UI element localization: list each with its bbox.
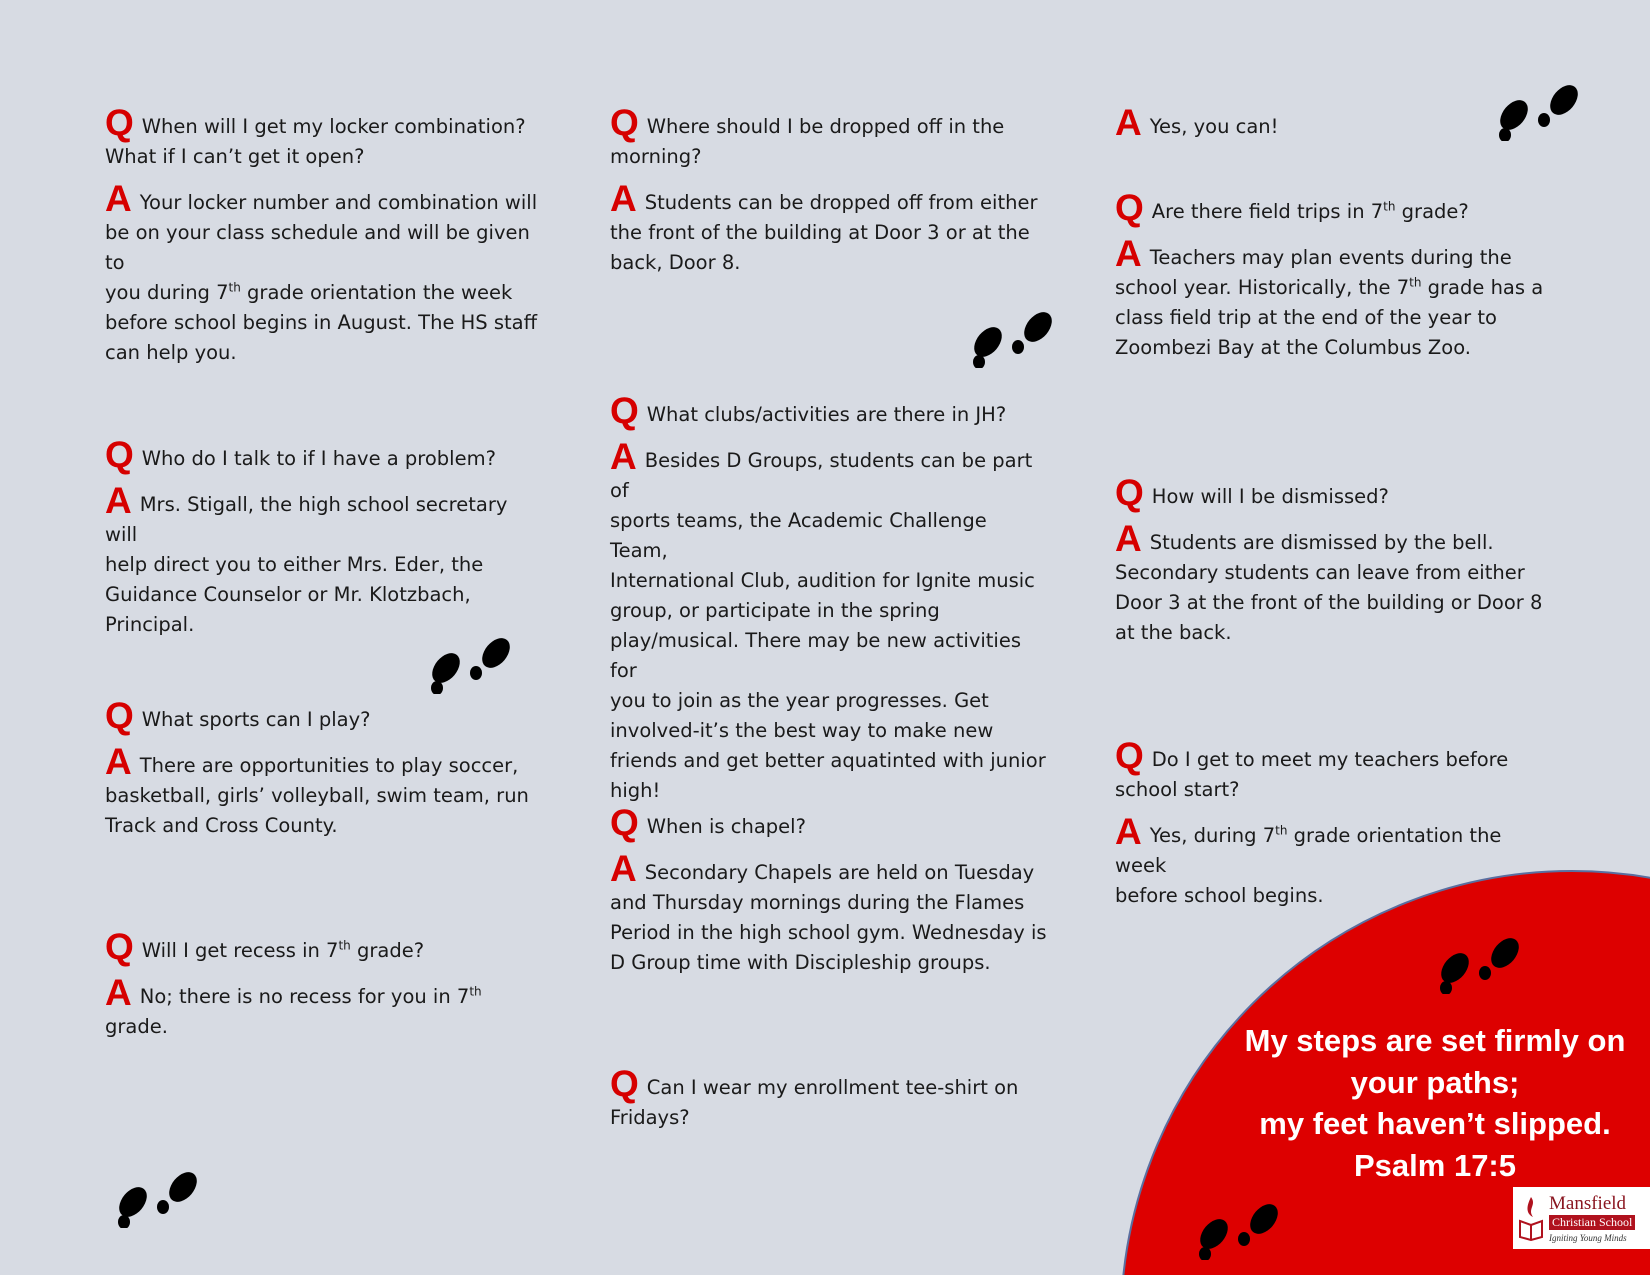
- question-line: Fridays?: [610, 1106, 690, 1129]
- faq-item-problem: [105, 434, 545, 640]
- question-marker: Q: [105, 695, 134, 736]
- answer-line: class field trip at the end of the year to: [1115, 306, 1497, 329]
- question-marker: Q: [1115, 735, 1144, 776]
- question-marker: Q: [610, 102, 639, 143]
- question-marker: Q: [105, 102, 134, 143]
- verse-citation: Psalm 17:5: [1354, 1147, 1516, 1183]
- question-line: Q Where should I be dropped off in the: [610, 102, 1005, 143]
- question-line: Q Will I get recess in 7th grade?: [105, 926, 425, 967]
- answer-marker: A: [105, 178, 132, 219]
- faq-item-locker: [105, 102, 545, 368]
- question-line: What if I can’t get it open?: [105, 145, 365, 168]
- answer-line: Zoombezi Bay at the Columbus Zoo.: [1115, 336, 1471, 359]
- faq-item-chapel: [610, 802, 1050, 978]
- answer-line: Door 3 at the front of the building or Door 8: [1115, 591, 1543, 614]
- question-marker: Q: [610, 390, 639, 431]
- faq-item-tee-shirt: [610, 1063, 1050, 1133]
- answer-line: basketball, girls’ volleyball, swim team, run: [105, 784, 529, 807]
- answer-line: D Group time with Discipleship groups.: [610, 951, 991, 974]
- answer-line: you during 7th grade orientation the week: [105, 280, 513, 304]
- answer-line: A Your locker number and combination will: [105, 178, 538, 219]
- answer-line: play/musical. There may be new activities for: [610, 629, 1021, 682]
- answer-line: A Yes, you can!: [1115, 102, 1279, 143]
- answer-marker: A: [1115, 518, 1142, 559]
- answer-line: sports teams, the Academic Challenge Team,: [610, 509, 987, 562]
- footsteps-icon: [1193, 1198, 1283, 1260]
- logo-subtitle: Christian School: [1549, 1215, 1635, 1230]
- question-line: Q Do I get to meet my teachers before: [1115, 735, 1509, 776]
- answer-marker: A: [105, 480, 132, 521]
- answer-line: the front of the building at Door 3 or at the: [610, 221, 1030, 244]
- question-line: morning?: [610, 145, 702, 168]
- answer-line: A Teachers may plan events during the: [1115, 233, 1512, 274]
- question-line: Q When will I get my locker combination?: [105, 102, 526, 143]
- footsteps-icon: [967, 306, 1057, 368]
- faq-item-dropoff: [610, 102, 1050, 278]
- faq-item-tee-shirt-answer: [1115, 102, 1555, 143]
- answer-line: at the back.: [1115, 621, 1232, 644]
- answer-line: help direct you to either Mrs. Eder, the: [105, 553, 484, 576]
- answer-marker: A: [1115, 811, 1142, 852]
- logo-tagline: Igniting Young Minds: [1549, 1233, 1627, 1243]
- answer-marker: A: [610, 436, 637, 477]
- footsteps-icon: [1493, 79, 1583, 141]
- question-line: school start?: [1115, 778, 1240, 801]
- question-line: Q What sports can I play?: [105, 695, 371, 736]
- answer-line: before school begins in August. The HS staff: [105, 311, 538, 334]
- faq-item-clubs: [610, 390, 1050, 806]
- school-logo: [1513, 1187, 1650, 1249]
- answer-line: Principal.: [105, 613, 195, 636]
- logo-name: Mansfield: [1549, 1193, 1627, 1214]
- answer-line: A Yes, during 7th grade orientation the week: [1115, 811, 1502, 877]
- question-line: Q How will I be dismissed?: [1115, 472, 1389, 513]
- verse-line: your paths;: [1350, 1064, 1520, 1100]
- answer-line: group, or participate in the spring: [610, 599, 940, 622]
- footsteps-icon: [112, 1166, 202, 1228]
- answer-line: A Students are dismissed by the bell.: [1115, 518, 1494, 559]
- question-marker: Q: [1115, 472, 1144, 513]
- answer-line: and Thursday mornings during the Flames: [610, 891, 1025, 914]
- question-line: Q What clubs/activities are there in JH?: [610, 390, 1007, 431]
- answer-line: high!: [610, 779, 661, 802]
- answer-line: A Mrs. Stigall, the high school secretary will: [105, 480, 508, 546]
- answer-line: Track and Cross County.: [105, 814, 338, 837]
- verse-text: [1205, 1020, 1650, 1186]
- answer-line: school year. Historically, the 7th grade has a: [1115, 275, 1544, 299]
- answer-line: you to join as the year progresses. Get: [610, 689, 989, 712]
- answer-line: A Secondary Chapels are held on Tuesday: [610, 848, 1035, 889]
- answer-line: A Besides D Groups, students can be part of: [610, 436, 1033, 502]
- answer-line: Secondary students can leave from either: [1115, 561, 1525, 584]
- footsteps-icon: [1434, 932, 1524, 994]
- verse-line: My steps are set firmly on: [1244, 1023, 1626, 1058]
- flame-book-icon: [1517, 1195, 1545, 1241]
- question-marker: Q: [105, 434, 134, 475]
- answer-marker: A: [1115, 102, 1142, 143]
- answer-marker: A: [610, 848, 637, 889]
- question-line: Q Can I wear my enrollment tee-shirt on: [610, 1063, 1019, 1104]
- answer-line: back, Door 8.: [610, 251, 741, 274]
- faq-item-sports: [105, 695, 545, 841]
- answer-line: International Club, audition for Ignite music: [610, 569, 1035, 592]
- answer-line: friends and get better aquatinted with junior: [610, 749, 1046, 772]
- answer-line: before school begins.: [1115, 884, 1324, 907]
- question-line: Q When is chapel?: [610, 802, 806, 843]
- answer-line: Guidance Counselor or Mr. Klotzbach,: [105, 583, 471, 606]
- answer-line: involved-it’s the best way to make new: [610, 719, 994, 742]
- question-marker: Q: [610, 802, 639, 843]
- question-marker: Q: [1115, 187, 1144, 228]
- answer-line: can help you.: [105, 341, 237, 364]
- answer-line: be on your class schedule and will be given to: [105, 221, 530, 274]
- answer-marker: A: [610, 178, 637, 219]
- faq-item-recess: [105, 926, 545, 1042]
- verse-line: my feet haven’t slipped.: [1259, 1106, 1611, 1141]
- faq-item-field-trips: [1115, 187, 1555, 363]
- footsteps-icon: [425, 632, 515, 694]
- question-line: Q Are there field trips in 7th grade?: [1115, 187, 1469, 228]
- answer-line: A There are opportunities to play soccer,: [105, 741, 519, 782]
- answer-line: Period in the high school gym. Wednesday is: [610, 921, 1047, 944]
- answer-marker: A: [105, 972, 132, 1013]
- faq-item-dismissal: [1115, 472, 1555, 648]
- answer-marker: A: [105, 741, 132, 782]
- question-marker: Q: [610, 1063, 639, 1104]
- question-line: Q Who do I talk to if I have a problem?: [105, 434, 496, 475]
- answer-marker: A: [1115, 233, 1142, 274]
- answer-line: A No; there is no recess for you in 7th grade.: [105, 972, 482, 1038]
- question-marker: Q: [105, 926, 134, 967]
- answer-line: A Students can be dropped off from either: [610, 178, 1038, 219]
